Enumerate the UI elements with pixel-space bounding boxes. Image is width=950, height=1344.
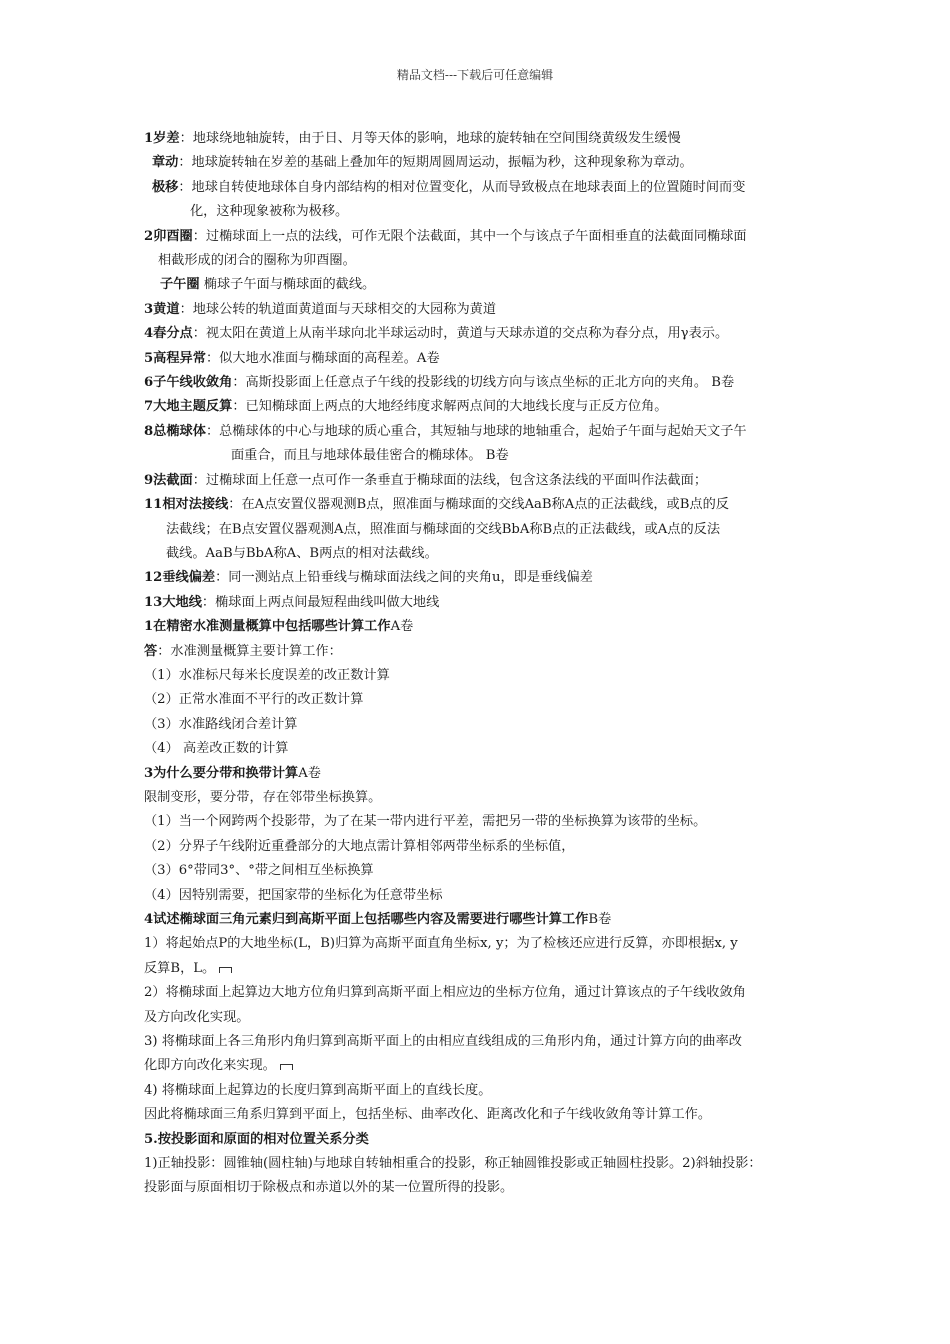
term: 11相对法接线 bbox=[144, 497, 229, 513]
q1-heading bbox=[144, 615, 812, 639]
term: 章动 bbox=[152, 155, 179, 171]
term: 2卯酉圈 bbox=[144, 228, 193, 244]
definition-text: ：地球绕地轴旋转，由于日、月等天体的影响，地球的旋转轴在空间围绕黄级发生缓慢 bbox=[179, 131, 681, 146]
term: 极移 bbox=[152, 179, 179, 195]
term: 5高程异常 bbox=[144, 350, 206, 366]
term: 4春分点 bbox=[144, 326, 193, 342]
definition-text: ：已知椭球面上两点的大地经纬度求解两点间的大地线长度与正反方位角。 bbox=[232, 399, 668, 415]
list-item: （4） 高差改正数的计算 bbox=[144, 741, 289, 757]
list-item: （1）水准标尺每米长度误差的改正数计算 bbox=[144, 667, 390, 683]
question-title: 3为什么要分带和换带计算 bbox=[144, 765, 299, 781]
page-header: 精品文档---下载后可任意编辑 bbox=[396, 68, 554, 82]
question-title: 1在精密水准测量概算中包括哪些计算工作 bbox=[144, 619, 391, 635]
def-polar-motion-cont: 化，这种现象被称为极移。 bbox=[190, 204, 349, 220]
definition-text: ：似大地水准面与椭球面的高程差。A卷 bbox=[205, 350, 440, 366]
q4-heading bbox=[144, 908, 812, 932]
q4-line: 因此将椭球面三角系归算到平面上，包括坐标、曲率改化、距离改化和子午线收敛角等计算工作。 bbox=[144, 1107, 712, 1123]
def-normal-section bbox=[144, 469, 812, 493]
q4-line: 4) 将椭球面上起算边的长度归算到高斯平面上的直线长度。 bbox=[144, 1082, 492, 1098]
definition-text: ：视太阳在黄道上从南半球向北半球运动时，黄道与天球赤道的交点称为春分点，用γ表示。 bbox=[192, 326, 729, 342]
term: 6子午线收敛角 bbox=[144, 375, 233, 391]
def-height-anomaly bbox=[144, 347, 812, 371]
definition-text: ：地球公转的轨道面黄道面与天球相交的大园称为黄道 bbox=[179, 301, 497, 317]
term: 12垂线偏差 bbox=[144, 570, 216, 586]
term: 13大地线 bbox=[144, 594, 202, 610]
def-ecliptic bbox=[144, 298, 812, 322]
list-item: （3）6°带同3°、°带之间相互坐标换算 bbox=[144, 863, 374, 879]
q4-line-text: 化即方向改化来实现。 bbox=[144, 1058, 276, 1074]
answer-text: ：水准测量概算主要计算工作： bbox=[157, 643, 342, 659]
definition-text: ：过椭球面上一点的法线，可作无限个法截面，其中一个与该点子午面相垂直的法截面同椭球面 bbox=[192, 228, 747, 244]
q4-line bbox=[144, 1054, 812, 1078]
definition-text: ：椭球面上两点间最短程曲线叫做大地线 bbox=[201, 594, 440, 610]
def-total-ellipsoid bbox=[144, 420, 812, 444]
exam-tag: A卷 bbox=[298, 765, 321, 781]
def-geodesic bbox=[144, 591, 812, 615]
definition-text: ：高斯投影面上任意点子午线的投影线的切线方向与该点坐标的正北方向的夹角。 B卷 bbox=[232, 375, 735, 391]
definition-text: ：地球自转使地球体自身内部结构的相对位置变化，从而导致极点在地球表面上的位置随时间而变 bbox=[178, 179, 746, 195]
list-item: （1）当一个网跨两个投影带，为了在某一带内进行平差，需把另一带的坐标换算为该带的坐标。 bbox=[144, 814, 707, 830]
def-precession bbox=[144, 127, 812, 151]
q5-heading: 5.按投影面和原面的相对位置关系分类 bbox=[144, 1131, 369, 1147]
def-deflection-vertical bbox=[144, 566, 812, 590]
definition-text: ：过椭球面上任意一点可作一条垂直于椭球面的法线，包含这条法线的平面叫作法截面； bbox=[192, 472, 708, 488]
definition-text: 椭球子午面与椭球面的截线。 bbox=[199, 277, 376, 293]
q1-answer bbox=[144, 640, 812, 664]
q3-heading bbox=[144, 762, 812, 786]
list-item: （4）因特别需要，把国家带的坐标化为任意带坐标 bbox=[144, 887, 443, 903]
definition-text: ：在A点安置仪器观测B点，照准面与椭球面的交线AaB称A点的正法截线，或B点的反 bbox=[228, 497, 729, 513]
q5-line: 投影面与原面相切于除极点和赤道以外的某一位置所得的投影。 bbox=[144, 1180, 514, 1196]
def-polar-motion bbox=[144, 176, 812, 200]
term: 7大地主题反算 bbox=[144, 399, 233, 415]
term: 子午圈 bbox=[160, 277, 200, 293]
def-nutation bbox=[144, 151, 812, 175]
q4-line: 3) 将椭球面上各三角形内角归算到高斯平面上的由相应直线组成的三角形内角，通过计算方向的曲率改 bbox=[144, 1034, 742, 1050]
q4-line: 1）将起始点P的大地坐标(L，B)归算为高斯平面直角坐标x, y；为了检核还应进行反算，亦即根据x, y bbox=[144, 936, 738, 952]
term: 3黄道 bbox=[144, 301, 180, 317]
definition-text: ：同一测站点上铅垂线与椭球面法线之间的夹角u，即是垂线偏差 bbox=[215, 570, 593, 586]
def-total-ellipsoid-cont: 面重合，而且与地球体最佳密合的椭球体。 B卷 bbox=[231, 448, 509, 464]
def-reciprocal-normal-cont2: 截线。AaB与BbA称A、B两点的相对法截线。 bbox=[166, 545, 438, 561]
return-mark-icon bbox=[219, 967, 232, 973]
def-meridian bbox=[144, 273, 812, 297]
def-reciprocal-normal bbox=[144, 493, 812, 517]
q4-line: 2）将椭球面上起算边大地方位角归算到高斯平面上相应边的坐标方位角，通过计算该点的子午线收敛角 bbox=[144, 985, 746, 1001]
list-item: （2）正常水准面不平行的改正数计算 bbox=[144, 692, 364, 708]
answer-label: 答 bbox=[144, 643, 158, 659]
document-body bbox=[144, 127, 812, 1201]
def-vernal-equinox bbox=[144, 322, 812, 346]
def-prime-vertical-cont: 相截形成的闭合的圈称为卯酉圈。 bbox=[158, 253, 356, 269]
definition-text: ：总椭球体的中心与地球的质心重合，其短轴与地球的地轴重合，起始子午面与起始天文子午 bbox=[205, 423, 747, 439]
exam-tag: A卷 bbox=[390, 619, 414, 635]
term: 1岁差 bbox=[144, 131, 180, 146]
definition-text: ：地球旋转轴在岁差的基础上叠加年的短期周圆周运动，振幅为秒，这种现象称为章动。 bbox=[178, 155, 693, 171]
return-mark-icon bbox=[280, 1064, 293, 1070]
def-reciprocal-normal-cont: 法截线；在B点安置仪器观测A点，照准面与椭球面的交线BbA称B点的正法截线，或A点的反法 bbox=[166, 521, 721, 537]
q4-line: 及方向改化实现。 bbox=[144, 1009, 250, 1025]
q4-line-text: 反算B，L。 bbox=[144, 960, 216, 976]
list-item: （2）分界子午线附近重叠部分的大地点需计算相邻两带坐标系的坐标值， bbox=[144, 838, 575, 854]
def-inverse-problem bbox=[144, 395, 812, 419]
q4-line bbox=[144, 957, 812, 981]
term: 8总椭球体 bbox=[144, 423, 206, 439]
q5-line: 1)正轴投影：圆锥轴(圆柱轴)与地球自转轴相重合的投影，称正轴圆锥投影或正轴圆柱投影。2)斜轴投影： bbox=[144, 1156, 762, 1172]
exam-tag: B卷 bbox=[588, 912, 612, 927]
def-prime-vertical bbox=[144, 225, 812, 249]
question-title: 4试述椭球面三角元素归到高斯平面上包括哪些内容及需要进行哪些计算工作 bbox=[144, 912, 589, 927]
q3-intro: 限制变形，要分带，存在邻带坐标换算。 bbox=[144, 789, 382, 805]
def-meridian-convergence bbox=[144, 371, 812, 395]
list-item: （3）水准路线闭合差计算 bbox=[144, 716, 298, 732]
term: 9法截面 bbox=[144, 472, 193, 488]
